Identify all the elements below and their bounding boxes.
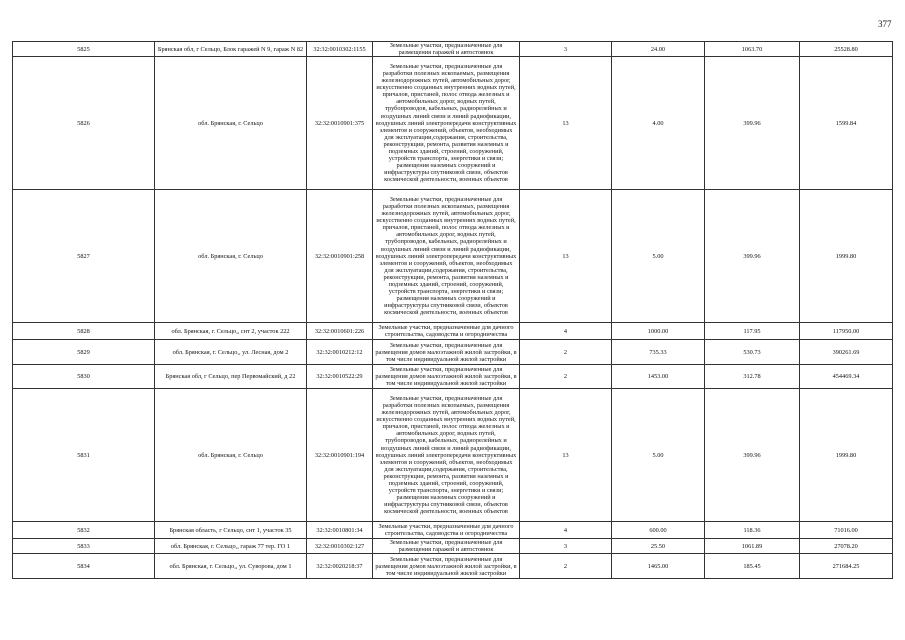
land-use-cell: Земельные участки, предназначенные для размещения домов малоэтажной жилой застройки, в том числе индивидуальной жилой застройки — [373, 365, 520, 389]
cadastral-value-cell: 27078.20 — [800, 539, 893, 554]
land-use-cell: Земельные участки, предназначенные для дачного строительства, садоводства и огородничества — [373, 522, 520, 539]
cadastral-number-cell: 32:32:0010302:127 — [307, 539, 373, 554]
table-row — [13, 365, 893, 389]
specific-value-cell: 312.78 — [705, 365, 800, 389]
row-number: 5826 — [13, 57, 155, 190]
address-cell: обл. Брянская, г. Сельцо,, ул. Суворова, дом 1 — [155, 554, 307, 579]
group-number-cell: 2 — [520, 554, 612, 579]
address-cell: Брянская область, г Сельцо, снт 1, участок 35 — [155, 522, 307, 539]
specific-value-cell: 530.73 — [705, 340, 800, 365]
cadastral-number-cell: 32:32:0020218:37 — [307, 554, 373, 579]
land-use-cell: Земельные участки, предназначенные для размещения домов малоэтажной жилой застройки, в том числе индивидуальной жилой застройки — [373, 340, 520, 365]
cadastral-value-cell: 1999.80 — [800, 389, 893, 522]
cadastral-number-cell: 32:32:0010901:194 — [307, 389, 373, 522]
land-use-cell: Земельные участки, предназначенные для разработки полезных ископаемых, размещения железнодорожных путей, автомобильных дорог, искусственно созданных внутренних водных путей, причалов, пристаней, полос отвода железных и автомобильных дорог, водных путей, трубопроводов, кабельных, радиорелейных и воздушных линий связи и линий радиофикации, воздушных линий электропередачи конструктивных элементов и сооружений, объектов, необходимых для эксплуатации,содержания, строительства, реконструкции, ремонта, развития наземных и подземных зданий, строений, сооружений, устройств транспорта, энергетики и связи; размещения наземных сооружений и инфраструктуры спутниковой связи, объектов космической деятельности, военных объектов — [373, 389, 520, 522]
land-use-cell: Земельные участки, предназначенные для разработки полезных ископаемых, размещения железнодорожных путей, автомобильных дорог, искусственно созданных внутренних водных путей, причалов, пристаней, полос отвода железных и автомобильных дорог, водных путей, трубопроводов, кабельных, радиорелейных и воздушных линий связи и линий радиофикации, воздушных линий электропередачи конструктивных элементов и сооружений, объектов, необходимых для эксплуатации,содержания, строительства, реконструкции, ремонта, развития наземных и подземных зданий, строений, сооружений, устройств транспорта, энергетики и связи; размещения наземных сооружений и инфраструктуры спутниковой связи, объектов космической деятельности, военных объектов — [373, 57, 520, 190]
cadastral-number-cell: 32:32:0010901:258 — [307, 190, 373, 323]
area-cell: 25.50 — [612, 539, 705, 554]
cadastral-value-cell: 1999.80 — [800, 190, 893, 323]
specific-value-cell: 399.96 — [705, 190, 800, 323]
area-cell: 600.00 — [612, 522, 705, 539]
row-number: 5832 — [13, 522, 155, 539]
group-number-cell: 2 — [520, 340, 612, 365]
table-row — [13, 522, 893, 539]
row-number: 5825 — [13, 42, 155, 57]
row-number: 5831 — [13, 389, 155, 522]
group-number-cell: 13 — [520, 389, 612, 522]
land-use-cell: Земельные участки, предназначенные для дачного строительства, садоводства и огородничества — [373, 323, 520, 340]
table-row — [13, 190, 893, 323]
table-row — [13, 340, 893, 365]
land-use-cell: Земельные участки, предназначенные для разработки полезных ископаемых, размещения железнодорожных путей, автомобильных дорог, искусственно созданных внутренних водных путей, причалов, пристаней, полос отвода железных и автомобильных дорог, водных путей, трубопроводов, кабельных, радиорелейных и воздушных линий связи и линий радиофикации, воздушных линий электропередачи конструктивных элементов и сооружений, объектов, необходимых для эксплуатации,содержания, строительства, реконструкции, ремонта, развития наземных и подземных зданий, строений, сооружений, устройств транспорта, энергетики и связи; размещения наземных сооружений и инфраструктуры спутниковой связи, объектов космической деятельности, военных объектов — [373, 190, 520, 323]
row-number: 5827 — [13, 190, 155, 323]
specific-value-cell: 118.36 — [705, 522, 800, 539]
group-number-cell: 2 — [520, 365, 612, 389]
address-cell: Брянская обл, г Сельцо, пер Первомайский, д 22 — [155, 365, 307, 389]
group-number-cell: 3 — [520, 42, 612, 57]
land-use-cell: Земельные участки, предназначенные для размещения домов малоэтажной жилой застройки, в том числе индивидуальной жилой застройки — [373, 554, 520, 579]
cadastral-number-cell: 32:32:0010212:12 — [307, 340, 373, 365]
area-cell: 5.00 — [612, 389, 705, 522]
cadastral-number-cell: 32:32:0010901:375 — [307, 57, 373, 190]
cadastral-number-cell: 32:32:0010522:29 — [307, 365, 373, 389]
table-row — [13, 323, 893, 340]
row-number: 5830 — [13, 365, 155, 389]
table-row — [13, 42, 893, 57]
area-cell: 4.00 — [612, 57, 705, 190]
row-number: 5828 — [13, 323, 155, 340]
area-cell: 1000.00 — [612, 323, 705, 340]
page-number: 377 — [878, 19, 892, 29]
cadastral-number-cell: 32:32:0010801:34 — [307, 522, 373, 539]
row-number: 5834 — [13, 554, 155, 579]
cadastral-value-cell: 271684.25 — [800, 554, 893, 579]
group-number-cell: 4 — [520, 323, 612, 340]
address-cell: Брянская обл, г Сельцо, Блок гаражей N 9, гараж N 82 — [155, 42, 307, 57]
address-cell: обл. Брянская, г. Сельцо,, гараж 77 тер. ГО 1 — [155, 539, 307, 554]
address-cell: обл. Брянская, г. Сельцо,, снт 2, участок 222 — [155, 323, 307, 340]
group-number-cell: 13 — [520, 57, 612, 190]
address-cell: обл. Брянская, г. Сельцо,, ул. Лесная, дом 2 — [155, 340, 307, 365]
address-cell: обл. Брянская, г. Сельцо — [155, 389, 307, 522]
specific-value-cell: 399.96 — [705, 57, 800, 190]
cadastral-number-cell: 32:32:0010302:1155 — [307, 42, 373, 57]
table-row — [13, 57, 893, 190]
area-cell: 735.33 — [612, 340, 705, 365]
area-cell: 1453.00 — [612, 365, 705, 389]
cadastral-value-cell: 454469.34 — [800, 365, 893, 389]
specific-value-cell: 399.96 — [705, 389, 800, 522]
address-cell: обл. Брянская, г. Сельцо — [155, 57, 307, 190]
cadastral-value-cell: 25528.80 — [800, 42, 893, 57]
area-cell: 1465.00 — [612, 554, 705, 579]
cadastral-value-cell: 1599.84 — [800, 57, 893, 190]
cadastral-value-cell: 390261.69 — [800, 340, 893, 365]
specific-value-cell: 117.95 — [705, 323, 800, 340]
table-row — [13, 539, 893, 554]
specific-value-cell: 1061.89 — [705, 539, 800, 554]
cadastral-value-cell: 117950.00 — [800, 323, 893, 340]
row-number: 5829 — [13, 340, 155, 365]
cadastral-value-table — [12, 41, 893, 579]
table-row — [13, 554, 893, 579]
table-row — [13, 389, 893, 522]
cadastral-number-cell: 32:32:0010601:226 — [307, 323, 373, 340]
group-number-cell: 4 — [520, 522, 612, 539]
area-cell: 5.00 — [612, 190, 705, 323]
row-number: 5833 — [13, 539, 155, 554]
group-number-cell: 13 — [520, 190, 612, 323]
cadastral-value-cell: 71016.00 — [800, 522, 893, 539]
specific-value-cell: 185.45 — [705, 554, 800, 579]
address-cell: обл. Брянская, г. Сельцо — [155, 190, 307, 323]
land-use-cell: Земельные участки, предназначенные для размещения гаражей и автостоянок — [373, 42, 520, 57]
specific-value-cell: 1063.70 — [705, 42, 800, 57]
group-number-cell: 3 — [520, 539, 612, 554]
area-cell: 24.00 — [612, 42, 705, 57]
land-use-cell: Земельные участки, предназначенные для размещения гаражей и автостоянок — [373, 539, 520, 554]
